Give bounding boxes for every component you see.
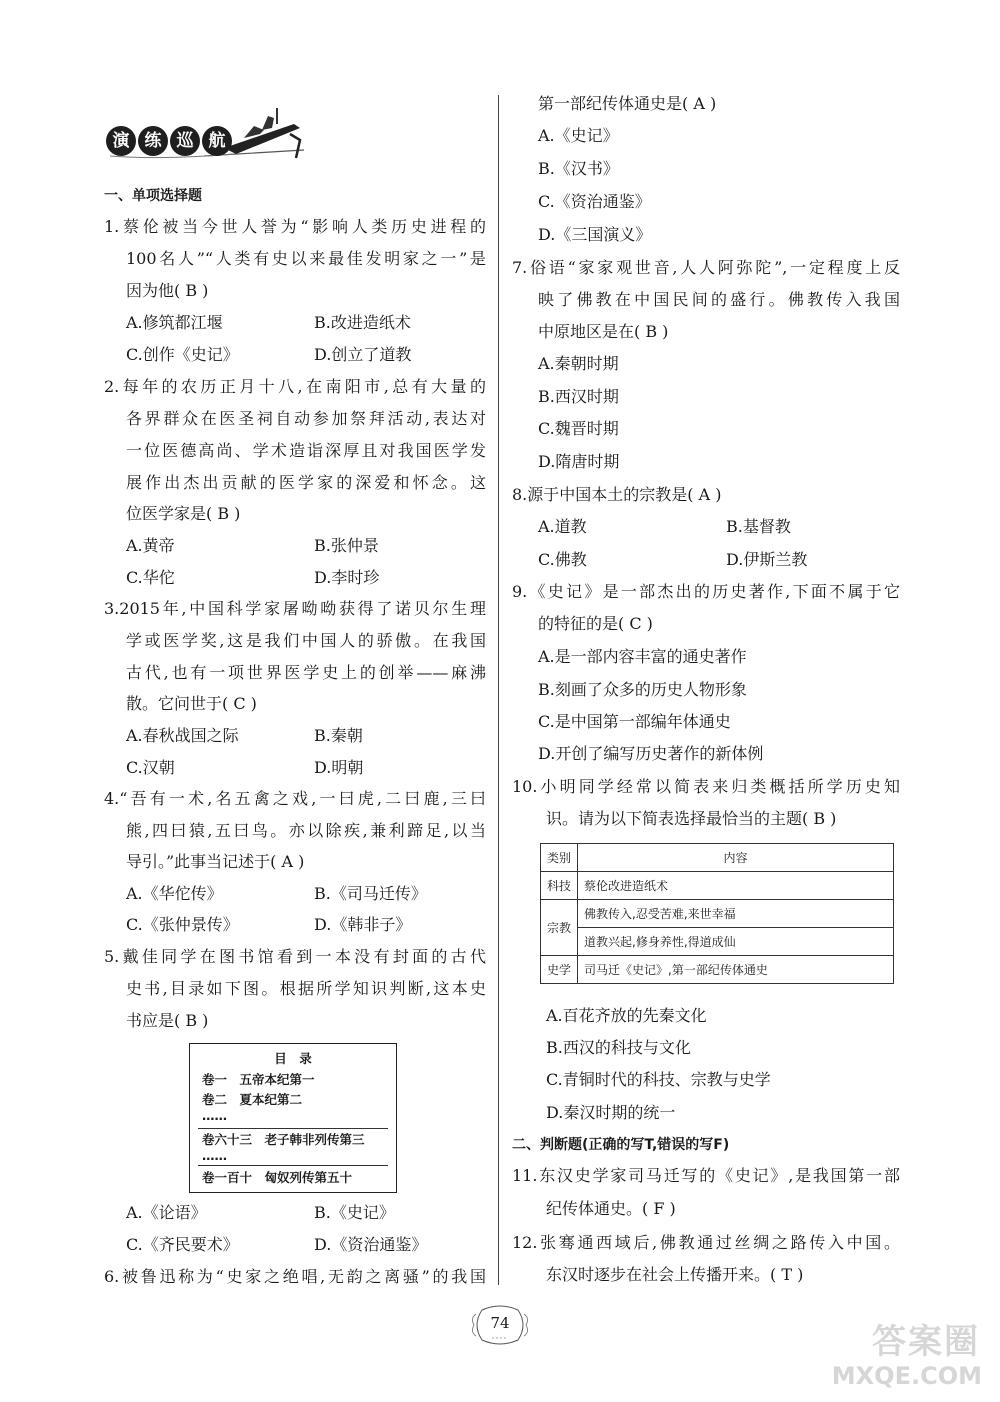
text-line: B.基督教 <box>726 517 791 536</box>
text-line: 古代,也有一项世界医学史上的创举——麻沸 <box>126 663 486 682</box>
text-line: A.《论语》 <box>126 1203 207 1222</box>
watermark-url: MXQE.COM <box>831 1362 982 1390</box>
text-line: D.《三国演义》 <box>538 225 652 244</box>
table-header-cell: 类别 <box>541 844 578 872</box>
text-line: C.青铜时代的科技、宗教与史学 <box>546 1070 771 1089</box>
catalog-separator <box>198 1128 388 1129</box>
text-line: 映了佛教在中国民间的盛行。佛教传入我国 <box>538 290 900 309</box>
catalog-box <box>189 1043 397 1193</box>
text-line: 7.俗语“家家观世音,人人阿弥陀”,一定程度上反 <box>512 258 900 277</box>
text-line: D.《韩非子》 <box>314 915 412 934</box>
text-line: B.改进造纸术 <box>314 313 411 332</box>
table-category-cell: 科技 <box>541 872 578 900</box>
text-line: D.开创了编写历史著作的新体例 <box>538 744 764 763</box>
watermark <box>831 1312 984 1392</box>
text-line: B.《司马迁传》 <box>314 884 427 903</box>
text-line: 位医学家是( B ) <box>126 504 241 523</box>
table-header-cell: 内容 <box>578 844 894 872</box>
text-line: B.西汉时期 <box>538 387 619 406</box>
text-line: 展作出杰出贡献的医学家的深爱和怀念。这 <box>126 473 486 492</box>
text-line: 熊,四曰猿,五曰鸟。亦以除疾,兼利蹄足,以当 <box>126 821 486 840</box>
table-category-cell: 宗教 <box>541 900 578 956</box>
text-line: C.华佗 <box>126 568 175 587</box>
text-line: 3.2015年,中国科学家屠呦呦获得了诺贝尔生理 <box>104 599 486 618</box>
text-line: C.是中国第一部编年体通史 <box>538 712 731 731</box>
catalog-item: 卷一 五帝本纪第一 <box>202 1072 315 1087</box>
catalog-item: …… <box>202 1108 227 1123</box>
text-line: 史书,目录如下图。根据所学知识判断,这本史 <box>126 979 486 998</box>
section-banner <box>104 100 304 162</box>
text-line: 的特征的是( C ) <box>538 614 653 633</box>
text-line: 11.东汉史学家司马迁写的《史记》,是我国第一部 <box>512 1166 900 1185</box>
text-line: 8.源于中国本土的宗教是( A ) <box>512 485 722 504</box>
text-line: A.黄帝 <box>126 536 175 555</box>
page-number: 74 <box>490 1314 510 1332</box>
text-line: B.秦朝 <box>314 726 363 745</box>
table-content-cell: 佛教传入,忍受苦难,来世幸福 <box>578 900 894 928</box>
text-line: D.秦汉时期的统一 <box>546 1103 676 1122</box>
text-line: C.《齐民要术》 <box>126 1235 239 1254</box>
summary-table <box>540 843 894 984</box>
text-line: C.魏晋时期 <box>538 419 619 438</box>
text-line: A.是一部内容丰富的通史著作 <box>538 647 747 666</box>
table-content-cell: 道教兴起,修身养性,得道成仙 <box>578 928 894 956</box>
text-line: 因为他( B ) <box>126 281 209 300</box>
text-line: 10.小明同学经常以简表来归类概括所学历史知 <box>512 777 900 796</box>
table-category-cell: 史学 <box>541 956 578 984</box>
text-line: A.百花齐放的先秦文化 <box>546 1006 707 1025</box>
banner-char: 航 <box>202 126 232 156</box>
text-line: C.《张仲景传》 <box>126 915 239 934</box>
text-line: 识。请为以下简表选择最恰当的主题( B ) <box>546 809 837 828</box>
text-line: C.《资治通鉴》 <box>538 192 651 211</box>
text-line: D.《资治通鉴》 <box>314 1235 428 1254</box>
text-line: 各界群众在医圣祠自动参加祭拜活动,表达对 <box>126 409 486 428</box>
section-heading: 一、单项选择题 <box>104 188 202 204</box>
text-line: B.《汉书》 <box>538 159 619 178</box>
text-line: C.佛教 <box>538 550 587 569</box>
text-line: D.伊斯兰教 <box>726 550 808 569</box>
table-row <box>541 928 894 956</box>
text-line: C.汉朝 <box>126 758 175 777</box>
text-line: 1.蔡伦被当今世人誉为“影响人类历史进程的 <box>104 217 486 236</box>
text-line: 一位医德高尚、学术造诣深厚且对我国医学发 <box>126 441 486 460</box>
table-content-cell: 司马迁《史记》,第一部纪传体通史 <box>578 956 894 984</box>
text-line: 书应是( B ) <box>126 1011 209 1030</box>
banner-char: 练 <box>138 126 168 156</box>
text-line: B.《史记》 <box>314 1203 395 1222</box>
text-line: 100名人”“人类有史以来最佳发明家之一”是 <box>126 249 486 268</box>
section-heading: 二、判断题(正确的写T,错误的写F) <box>512 1137 730 1153</box>
table-content-cell: 蔡伦改进造纸术 <box>578 872 894 900</box>
banner-char: 演 <box>106 126 136 156</box>
table-header-row <box>541 844 894 872</box>
text-line: A.秦朝时期 <box>538 354 619 373</box>
column-divider <box>498 95 499 1285</box>
text-line: A.春秋战国之际 <box>126 726 239 745</box>
text-line: A.道教 <box>538 517 587 536</box>
text-line: 6.被鲁迅称为“史家之绝唱,无韵之离骚”的我国 <box>104 1267 486 1286</box>
text-line: 学或医学奖,这是我们中国人的骄傲。在我国 <box>126 631 486 650</box>
text-line: 4.“吾有一术,名五禽之戏,一曰虎,二曰鹿,三曰 <box>104 789 486 808</box>
text-line: 第一部纪传体通史是( A ) <box>538 94 717 113</box>
text-line: B.刻画了众多的历史人物形象 <box>538 680 747 699</box>
text-line: 12.张骞通西域后,佛教通过丝绸之路传入中国。 <box>512 1233 900 1252</box>
text-line: 中原地区是在( B ) <box>538 322 669 341</box>
catalog-item: 卷六十三 老子韩非列传第三 <box>202 1132 365 1147</box>
text-line: 导引。”此事当记述于( A ) <box>126 852 305 871</box>
text-line: D.隋唐时期 <box>538 452 620 471</box>
text-line: 散。它问世于( C ) <box>126 694 257 713</box>
text-line: B.西汉的科技与文化 <box>546 1038 691 1057</box>
page-number-badge <box>470 1302 530 1348</box>
text-line: B.张仲景 <box>314 536 379 555</box>
catalog-separator <box>198 1165 388 1166</box>
watermark-logo-text: 答案圈 <box>872 1322 980 1362</box>
text-line: 5.戴佳同学在图书馆看到一本没有封面的古代 <box>104 947 486 966</box>
table-row <box>541 900 894 928</box>
text-line: A.《史记》 <box>538 126 619 145</box>
table-row <box>541 956 894 984</box>
catalog-item: 卷一百十 匈奴列传第五十 <box>202 1170 353 1185</box>
banner-char: 巡 <box>170 126 200 156</box>
text-line: D.创立了道教 <box>314 345 412 364</box>
text-line: D.李时珍 <box>314 568 380 587</box>
text-line: 纪传体通史。( F ) <box>546 1199 676 1218</box>
text-line: D.明朝 <box>314 758 364 777</box>
catalog-title: 目 录 <box>274 1051 312 1066</box>
table-row <box>541 872 894 900</box>
text-line: 东汉时逐步在社会上传播开来。( T ) <box>546 1265 804 1284</box>
text-line: A.《华佗传》 <box>126 884 223 903</box>
catalog-item: …… <box>202 1148 227 1163</box>
text-line: A.修筑都江堰 <box>126 313 223 332</box>
text-line: 9.《史记》是一部杰出的历史著作,下面不属于它 <box>512 582 900 601</box>
catalog-item: 卷二 夏本纪第二 <box>202 1092 303 1107</box>
text-line: C.创作《史记》 <box>126 345 239 364</box>
text-line: 2.每年的农历正月十八,在南阳市,总有大量的 <box>104 377 486 396</box>
